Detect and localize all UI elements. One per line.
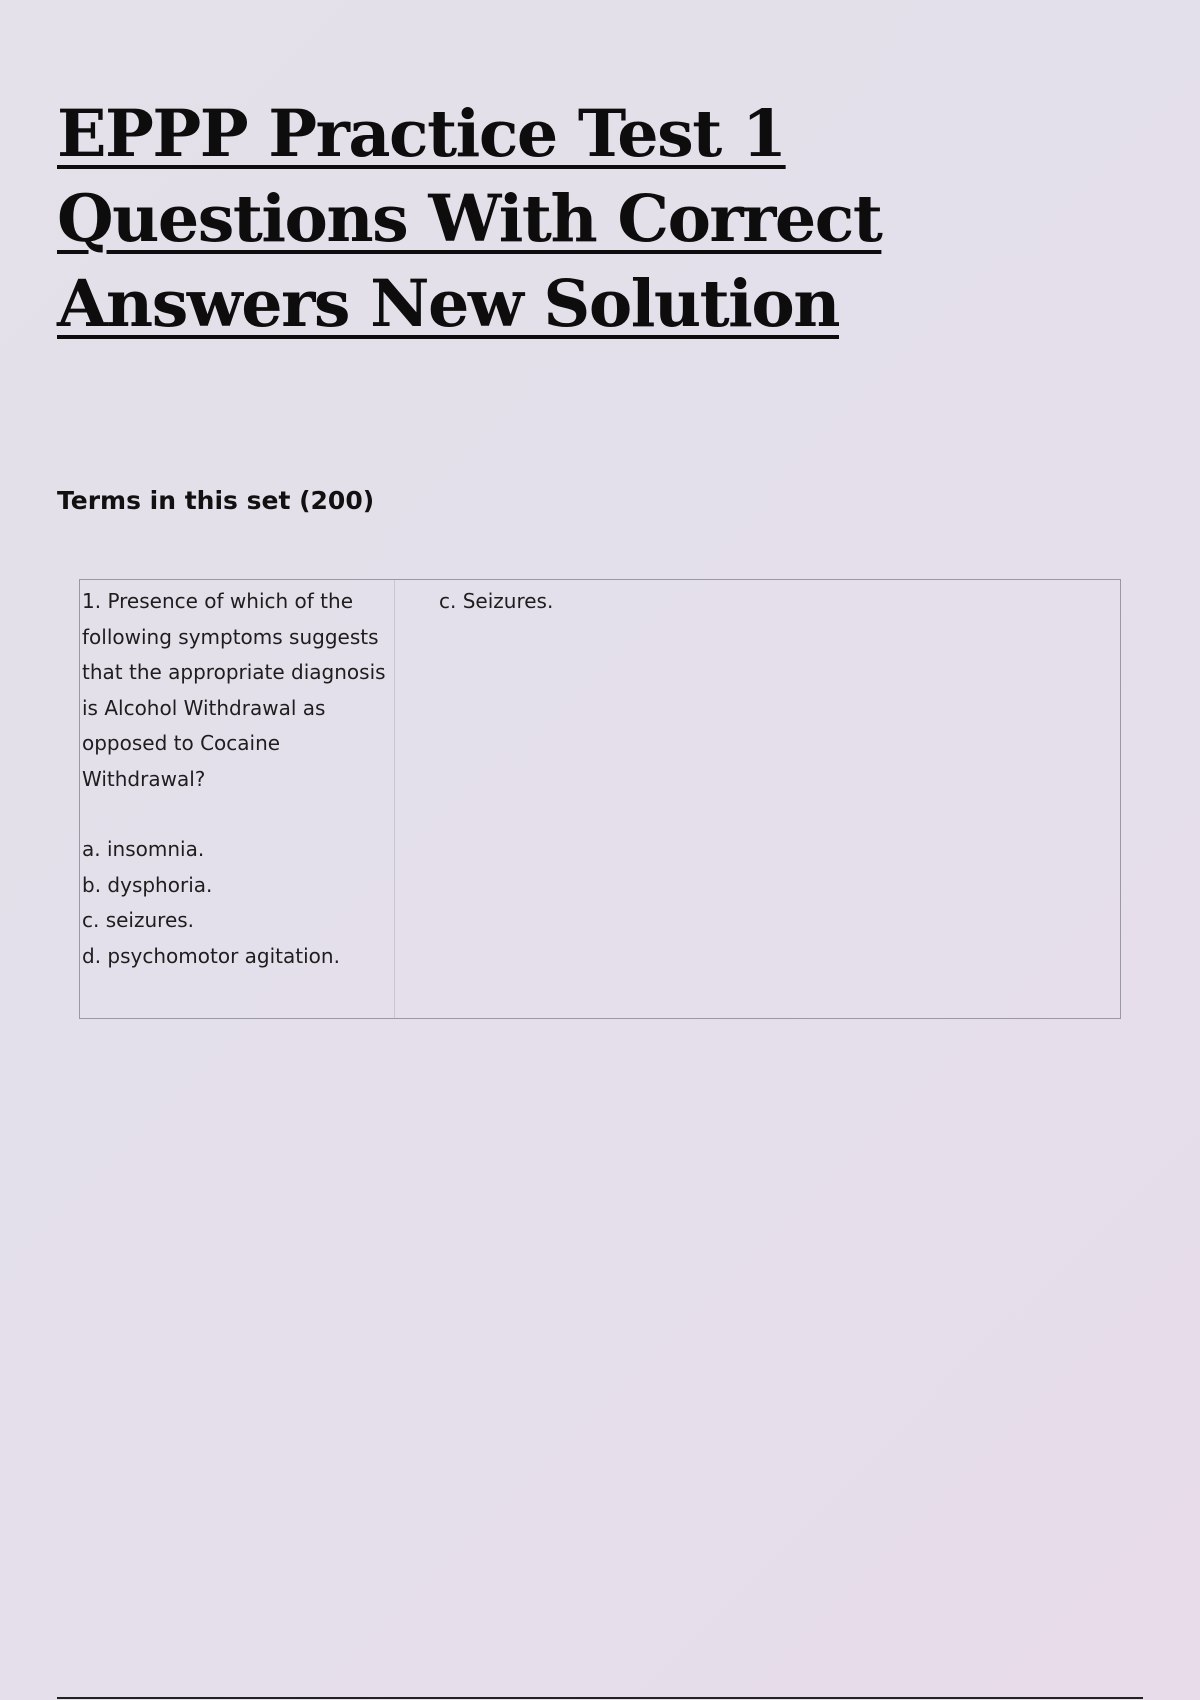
correct-answer: c. Seizures.: [439, 589, 554, 613]
term-cell: [80, 580, 395, 1018]
footer-divider: [57, 1697, 1143, 1699]
question-prompt: 1. Presence of which of the following symptoms suggests that the appropriate diagnosis is Alcohol Withdrawal as opposed to Cocaine Withdrawal?: [82, 589, 386, 791]
answer-option-d: d. psychomotor agitation.: [82, 943, 340, 968]
answer-option-c: c. seizures.: [82, 908, 195, 932]
terms-count-heading: Terms in this set (200): [57, 486, 375, 515]
flashcard-table: [79, 579, 1121, 1019]
document-title: EPPP Practice Test 1 Questions With Correct Answers New Solution: [57, 96, 882, 342]
answer-option-a: a. insomnia.: [82, 837, 205, 861]
answer-option-b: b. dysphoria.: [82, 872, 213, 897]
spacer: [82, 797, 394, 832]
definition-cell: [395, 580, 1120, 1018]
